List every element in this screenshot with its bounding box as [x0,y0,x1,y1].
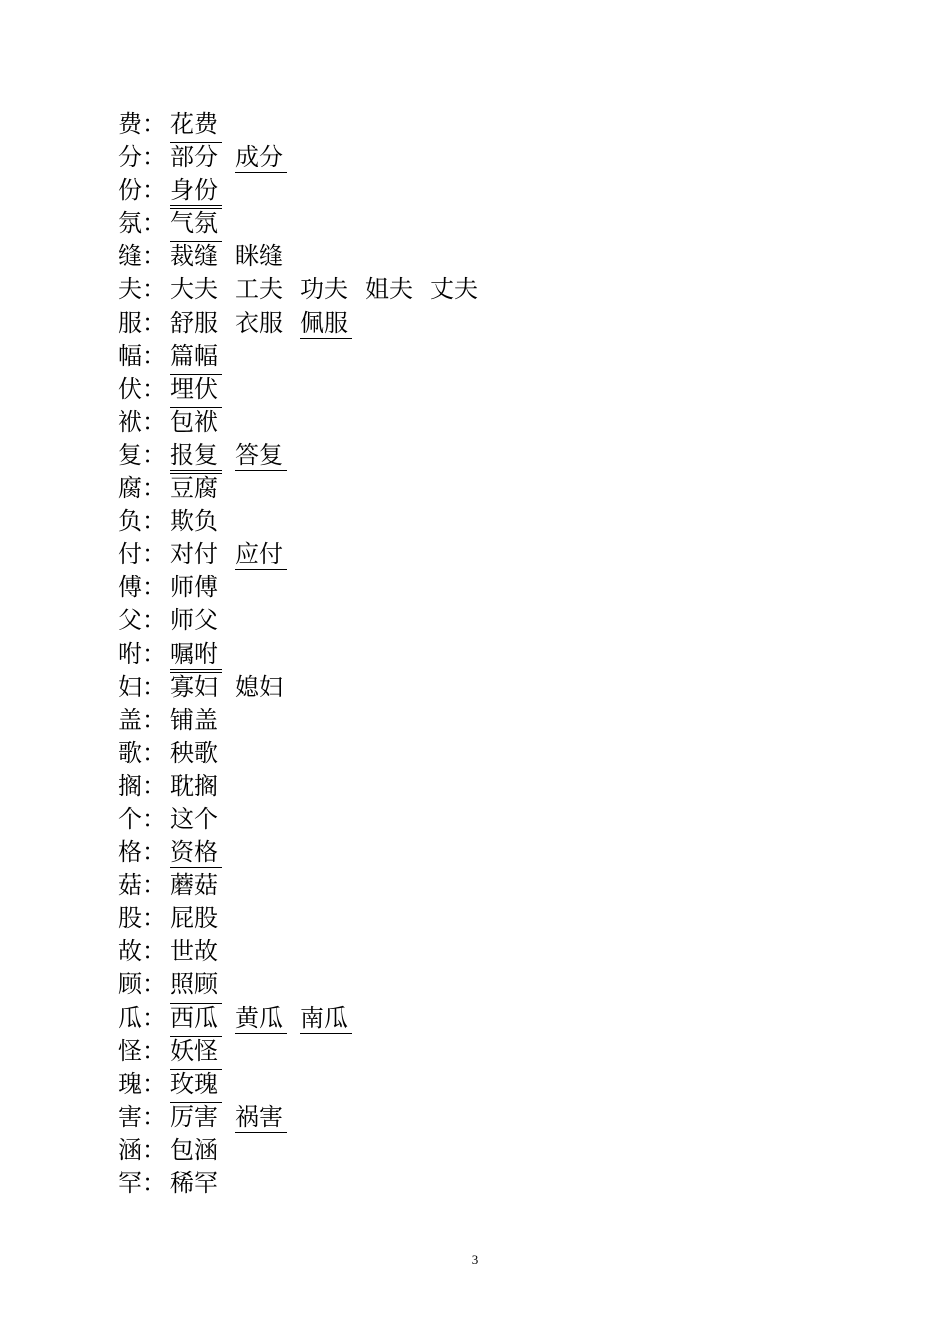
list-item [118,604,818,637]
entry-word: 师傅 [170,573,218,602]
entry-character: 盖： [118,705,166,734]
entry-character: 怪： [118,1036,166,1065]
list-item [118,571,818,604]
entry-character: 父： [118,606,166,635]
entry-word: 资格 [170,836,222,869]
list-item [118,439,818,472]
entry-word: 秧歌 [170,738,218,767]
entry-word: 包袱 [170,406,222,439]
entry-word: 报复 [170,439,222,472]
list-item [118,174,818,207]
entry-character: 傅： [118,573,166,602]
entry-character: 瑰： [118,1069,166,1098]
entry-character: 伏： [118,374,166,403]
entry-character: 分： [118,143,166,172]
entry-word: 佩服 [300,307,352,340]
entry-word: 妖怪 [170,1035,222,1068]
entry-word: 成分 [235,141,287,174]
entry-character: 个： [118,804,166,833]
entry-word: 厉害 [170,1101,222,1134]
list-item [118,737,818,770]
list-item [118,472,818,505]
entry-word: 黄瓜 [235,1002,287,1035]
entry-word: 对付 [170,540,218,569]
entry-character: 顾： [118,970,166,999]
list-item [118,108,818,141]
entry-character: 复： [118,440,166,469]
list-item [118,968,818,1001]
entry-word: 姐夫 [365,275,413,304]
entry-word: 裁缝 [170,240,222,273]
entry-character: 付： [118,540,166,569]
entry-character: 服： [118,308,166,337]
list-item [118,406,818,439]
entry-character: 腐： [118,474,166,503]
entry-word: 蘑菇 [170,871,218,900]
entry-character: 妇： [118,672,166,701]
entry-word: 眯缝 [235,242,283,271]
entry-character: 害： [118,1102,166,1131]
list-item [118,307,818,340]
entry-character: 股： [118,904,166,933]
list-item [118,836,818,869]
list-item [118,770,818,803]
entry-character: 缝： [118,242,166,271]
entry-word: 豆腐 [170,472,222,505]
entry-character: 负： [118,507,166,536]
entry-word: 寡妇 [170,671,222,704]
vocabulary-list [118,108,818,1200]
entry-word: 屁股 [170,904,218,933]
entry-character: 费： [118,110,166,138]
list-item [118,869,818,902]
list-item [118,671,818,704]
entry-word: 铺盖 [170,705,218,734]
entry-character: 格： [118,838,166,867]
entry-word: 这个 [170,804,218,833]
list-item [118,240,818,273]
entry-character: 氛： [118,209,166,238]
list-item [118,638,818,671]
list-item [118,803,818,836]
entry-word: 功夫 [300,275,348,304]
entry-word: 师父 [170,606,218,635]
entry-word: 篇幅 [170,341,218,370]
list-item [118,1068,818,1101]
entry-word: 工夫 [235,275,283,304]
entry-word: 祸害 [235,1101,287,1134]
entry-word: 埋伏 [170,373,222,406]
entry-word: 照顾 [170,970,218,999]
list-item [118,340,818,373]
entry-word: 应付 [235,538,287,571]
entry-word: 世故 [170,937,218,966]
list-item [118,505,818,538]
entry-word: 玫瑰 [170,1068,222,1101]
list-item [118,1002,818,1035]
list-item [118,273,818,306]
entry-character: 歌： [118,738,166,767]
list-item [118,704,818,737]
entry-word: 南瓜 [300,1002,352,1035]
entry-word: 舒服 [170,308,218,337]
entry-character: 搁： [118,771,166,800]
entry-character: 罕： [118,1169,166,1197]
entry-character: 菇： [118,871,166,900]
list-item [118,1167,818,1200]
entry-word: 媳妇 [235,672,283,701]
list-item [118,141,818,174]
entry-word: 西瓜 [170,1002,222,1035]
entry-word: 大夫 [170,275,218,304]
entry-character: 故： [118,937,166,966]
entry-word: 气氛 [170,207,222,240]
entry-character: 幅： [118,341,166,370]
list-item [118,1035,818,1068]
entry-word: 衣服 [235,308,283,337]
entry-character: 瓜： [118,1003,166,1032]
entry-character: 袱： [118,407,166,436]
entry-character: 涵： [118,1135,166,1164]
list-item [118,373,818,406]
list-item [118,538,818,571]
list-item [118,207,818,240]
entry-word: 稀罕 [170,1169,218,1197]
entry-word: 包涵 [170,1135,218,1164]
entry-word: 丈夫 [430,275,478,304]
list-item [118,1134,818,1167]
entry-word: 身份 [170,174,222,207]
entry-character: 咐： [118,639,166,668]
entry-word: 部分 [170,141,222,174]
entry-word: 耽搁 [170,771,218,800]
entry-character: 份： [118,176,166,205]
entry-word: 答复 [235,439,287,472]
page-number: 3 [471,1252,479,1267]
entry-word: 花费 [170,110,218,138]
list-item [118,902,818,935]
entry-word: 嘱咐 [170,638,222,671]
list-item [118,1101,818,1134]
entry-character: 夫： [118,275,166,304]
entry-word: 欺负 [170,507,218,536]
list-item [118,935,818,968]
